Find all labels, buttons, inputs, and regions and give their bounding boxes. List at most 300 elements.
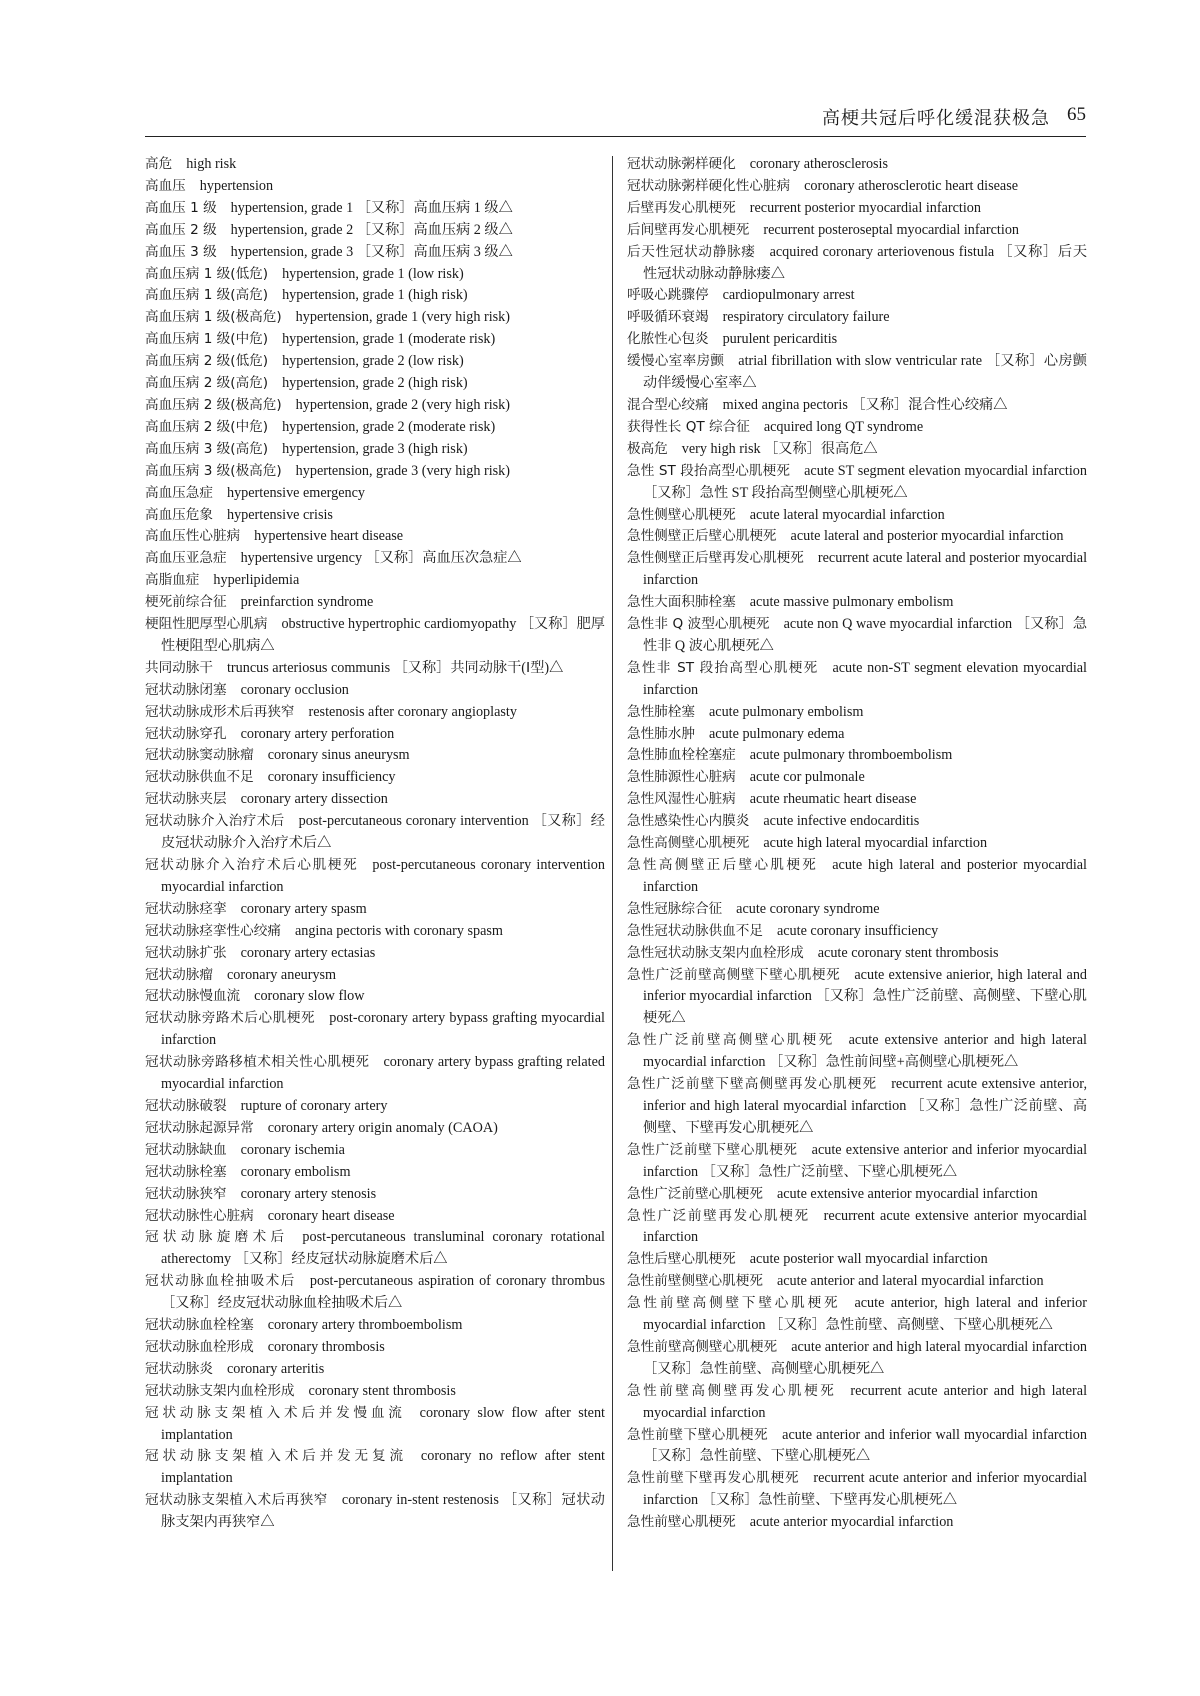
term-english: acute coronary insufficiency <box>776 922 939 939</box>
term-chinese: 冠状动脉血栓形成 <box>145 1338 254 1355</box>
term-english: acute extensive anterior and high lateral myocardial infarction <box>643 1032 1087 1071</box>
term-english: mixed angina pectoris <box>722 396 848 413</box>
term-chinese: 急性侧壁正后壁心肌梗死 <box>627 528 777 545</box>
dictionary-entry <box>145 1337 605 1359</box>
term-chinese: 共同动脉干 <box>145 659 213 676</box>
dictionary-entry <box>145 176 605 198</box>
dictionary-entry <box>145 329 605 351</box>
term-english: acute rheumatic heart disease <box>749 791 917 808</box>
term-english: acute extensive anterior and inferior myocardial infarction <box>643 1141 1088 1180</box>
term-english: acute high lateral and posterior myocardial infarction <box>643 857 1088 895</box>
dictionary-entry <box>145 592 605 614</box>
term-english: hypertension, grade 1 (very high risk) <box>295 309 510 326</box>
term-chinese: 急性广泛前壁下壁高侧壁再发心肌梗死 <box>627 1076 878 1093</box>
term-english: recurrent acute extensive anterior, inferior and high lateral myocardial infarction <box>643 1076 1088 1114</box>
dictionary-entry <box>627 198 1087 220</box>
term-chinese: 冠状动脉痉挛性心绞痛 <box>145 922 281 939</box>
term-english: coronary slow flow <box>254 988 365 1005</box>
term-chinese: 冠状动脉狭窄 <box>145 1185 227 1202</box>
term-english: coronary artery thromboembolism <box>267 1317 463 1334</box>
term-chinese: 高血压危象 <box>145 506 213 523</box>
term-english: recurrent acute anterior and high lateral myocardial infarction <box>643 1382 1088 1421</box>
term-chinese: 高血压 3 级 <box>145 243 217 260</box>
term-english: coronary arteritis <box>226 1360 325 1377</box>
term-chinese: 高危 <box>145 156 173 172</box>
term-english: post-coronary artery bypass grafting myocardial infarction <box>161 1010 605 1049</box>
term-alias-note: ［又称］后天性冠状动脉动静脉瘘△ <box>643 243 1088 282</box>
dictionary-entry <box>145 767 605 789</box>
term-chinese: 急性前壁高侧壁再发心肌梗死 <box>627 1382 837 1399</box>
term-english: post-percutaneous aspiration of coronary thrombus <box>309 1273 605 1290</box>
term-english: hypertensive emergency <box>226 484 365 501</box>
term-chinese: 冠状动脉穿孔 <box>145 725 227 742</box>
term-english: recurrent posterior myocardial infarction <box>749 199 981 216</box>
dictionary-entry <box>627 154 1087 176</box>
term-english: acute anterior and inferior wall myocardial infarction <box>782 1426 1087 1443</box>
term-english: acute coronary syndrome <box>736 900 880 917</box>
term-chinese: 冠状动脉血栓栓塞 <box>145 1317 254 1334</box>
dictionary-entry <box>145 724 605 746</box>
dictionary-entry <box>627 658 1087 702</box>
dictionary-entry <box>145 264 605 286</box>
dictionary-entry <box>145 921 605 943</box>
term-chinese: 冠状动脉支架植入术后再狭窄 <box>145 1492 328 1509</box>
term-chinese: 急性 ST 段抬高型心肌梗死 <box>627 462 791 479</box>
term-english: hypertension <box>199 177 274 194</box>
dictionary-entry <box>145 548 605 570</box>
dictionary-entry <box>145 1359 605 1381</box>
dictionary-entry <box>627 351 1087 395</box>
term-english: acute cor pulmonale <box>749 769 865 786</box>
dictionary-entry <box>627 548 1087 592</box>
term-chinese: 高血压病 1 级(低危) <box>145 265 269 282</box>
term-english: post-percutaneous coronary intervention <box>298 813 529 830</box>
term-english: recurrent acute lateral and posterior myocardial infarction <box>643 550 1088 589</box>
dictionary-entry <box>627 176 1087 198</box>
dictionary-entry <box>145 351 605 373</box>
term-alias-note: ［又称］高血压病 3 级△ <box>356 243 513 260</box>
dictionary-entry <box>145 1162 605 1184</box>
term-english: angina pectoris with coronary spasm <box>294 922 503 939</box>
dictionary-entry <box>145 614 605 658</box>
dictionary-entry <box>145 1381 605 1403</box>
term-english: acute high lateral myocardial infarction <box>763 835 988 852</box>
term-chinese: 急性广泛前壁下壁心肌梗死 <box>627 1141 798 1158</box>
term-chinese: 急性冠状动脉供血不足 <box>627 922 763 939</box>
term-english: acute extensive anterior myocardial infarction <box>776 1185 1038 1202</box>
dictionary-entry <box>627 1074 1087 1140</box>
term-chinese: 高血压 <box>145 177 186 194</box>
dictionary-entry <box>145 1271 605 1315</box>
term-english: coronary atherosclerosis <box>749 156 889 172</box>
dictionary-entry <box>145 1052 605 1096</box>
term-alias-note: ［又称］急性前壁、高侧壁心肌梗死△ <box>643 1360 885 1377</box>
term-english: acute massive pulmonary embolism <box>749 594 954 611</box>
dictionary-entry <box>145 1008 605 1052</box>
dictionary-entry <box>145 526 605 548</box>
dictionary-entry <box>627 592 1087 614</box>
dictionary-entry <box>627 1425 1087 1469</box>
term-chinese: 急性侧壁正后壁再发心肌梗死 <box>627 550 804 567</box>
dictionary-entry <box>627 767 1087 789</box>
term-english: coronary occlusion <box>240 681 349 698</box>
term-english: acute ST segment elevation myocardial infarction <box>804 462 1087 479</box>
term-chinese: 急性风湿性心脏病 <box>627 791 736 808</box>
term-alias-note: ［又称］急性前壁、高侧壁、下壁心肌梗死△ <box>769 1317 1053 1334</box>
term-english: coronary insufficiency <box>267 769 396 786</box>
dictionary-entry <box>627 220 1087 242</box>
term-chinese: 高血压性心脏病 <box>145 528 241 545</box>
term-english: coronary ischemia <box>240 1141 345 1158</box>
term-english: coronary artery ectasias <box>240 944 376 961</box>
term-english: acute coronary stent thrombosis <box>817 944 999 961</box>
dictionary-entry <box>627 1140 1087 1184</box>
term-english: acute posterior wall myocardial infarction <box>749 1251 988 1268</box>
term-english: coronary atherosclerotic heart disease <box>804 177 1019 194</box>
dictionary-entry <box>145 1490 605 1534</box>
term-chinese: 急性冠状动脉支架内血栓形成 <box>627 944 804 961</box>
term-chinese: 获得性长 QT 综合征 <box>627 418 750 435</box>
dictionary-entry <box>627 1184 1087 1206</box>
term-english: coronary slow flow after stent implantation <box>161 1404 606 1443</box>
column-divider <box>612 156 613 1571</box>
term-chinese: 高血压亚急症 <box>145 550 227 567</box>
term-chinese: 冠状动脉旁路移植术相关性心肌梗死 <box>145 1054 370 1071</box>
term-english: acute pulmonary edema <box>708 725 845 742</box>
term-english: coronary artery origin anomaly (CAOA) <box>267 1119 498 1136</box>
dictionary-entry <box>145 1206 605 1228</box>
term-english: acute extensive anierior, high lateral and inferior myocardial infarction <box>643 966 1088 1005</box>
term-chinese: 急性前壁高侧壁下壁心肌梗死 <box>627 1295 841 1312</box>
term-chinese: 冠状动脉供血不足 <box>145 769 254 786</box>
term-english: purulent pericarditis <box>722 331 838 348</box>
term-english: coronary in-stent restenosis <box>341 1492 499 1509</box>
term-english: hypertensive heart disease <box>254 528 404 545</box>
term-chinese: 高血压病 2 级(中危) <box>145 418 269 435</box>
dictionary-entry <box>627 1030 1087 1074</box>
term-chinese: 梗阻性肥厚型心肌病 <box>145 616 268 633</box>
term-chinese: 高血压病 3 级(高危) <box>145 440 269 457</box>
term-english: cardiopulmonary arrest <box>722 287 855 304</box>
dictionary-entry <box>145 198 605 220</box>
term-chinese: 冠状动脉窦动脉瘤 <box>145 747 254 764</box>
dictionary-entry <box>627 242 1087 286</box>
term-chinese: 冠状动脉成形术后再狭窄 <box>145 703 295 720</box>
term-alias-note: ［又称］肥厚性梗阻型心肌病△ <box>161 616 605 654</box>
term-chinese: 高血压病 2 级(高危) <box>145 375 269 392</box>
term-english: respiratory circulatory failure <box>722 309 890 326</box>
term-chinese: 急性前壁下壁再发心肌梗死 <box>627 1470 800 1487</box>
dictionary-entry <box>627 1381 1087 1425</box>
dictionary-entry <box>145 307 605 329</box>
term-english: hypertension, grade 2 (very high risk) <box>295 396 510 413</box>
dictionary-entry <box>627 285 1087 307</box>
term-english: coronary heart disease <box>267 1207 395 1224</box>
dictionary-entry <box>145 570 605 592</box>
dictionary-entry <box>145 1403 605 1447</box>
term-chinese: 后壁再发心肌梗死 <box>627 199 736 216</box>
dictionary-entry <box>145 1118 605 1140</box>
term-english: very high risk <box>681 440 761 457</box>
term-alias-note: ［又称］高血压病 2 级△ <box>356 221 513 238</box>
dictionary-entry <box>627 1271 1087 1293</box>
term-chinese: 极高危 <box>627 440 668 457</box>
dictionary-entry <box>145 417 605 439</box>
dictionary-entry <box>145 220 605 242</box>
dictionary-entry <box>145 1227 605 1271</box>
dictionary-entry <box>145 855 605 899</box>
dictionary-entry <box>627 439 1087 461</box>
dictionary-entry <box>627 899 1087 921</box>
term-chinese: 高脂血症 <box>145 572 200 589</box>
left-column <box>145 154 605 1534</box>
term-alias-note: ［又称］急性广泛前壁、下壁心肌梗死△ <box>701 1163 958 1180</box>
dictionary-entry <box>627 1293 1087 1337</box>
term-chinese: 急性侧壁心肌梗死 <box>627 506 736 523</box>
term-alias-note: ［又称］经皮冠状动脉旋磨术后△ <box>234 1251 448 1268</box>
term-english: recurrent acute extensive anterior myocardial infarction <box>643 1207 1087 1246</box>
term-chinese: 高血压病 1 级(极高危) <box>145 309 282 326</box>
dictionary-entry <box>145 505 605 527</box>
dictionary-entry <box>627 461 1087 505</box>
term-chinese: 化脓性心包炎 <box>627 331 709 348</box>
term-chinese: 冠状动脉粥样硬化 <box>627 156 736 172</box>
term-english: hypertension, grade 2 (high risk) <box>282 375 468 392</box>
term-english: recurrent acute anterior and inferior myocardial infarction <box>643 1470 1088 1509</box>
term-chinese: 冠状动脉痉挛 <box>145 900 227 917</box>
term-english: acute non Q wave myocardial infarction <box>783 616 1013 633</box>
dictionary-entry <box>145 1184 605 1206</box>
term-chinese: 高血压 2 级 <box>145 221 217 238</box>
term-chinese: 后间壁再发心肌梗死 <box>627 221 750 238</box>
term-english: acute lateral myocardial infarction <box>749 506 945 523</box>
term-english: hypertension, grade 3 <box>230 243 354 260</box>
dictionary-entry <box>627 1337 1087 1381</box>
term-english: hypertension, grade 3 (very high risk) <box>295 462 510 479</box>
term-alias-note: ［又称］混合性心绞痛△ <box>851 396 1008 413</box>
term-chinese: 冠状动脉栓塞 <box>145 1163 227 1180</box>
dictionary-entry <box>145 1446 605 1490</box>
term-english: coronary artery bypass grafting related myocardial infarction <box>161 1054 605 1093</box>
term-chinese: 冠状动脉旁路术后心肌梗死 <box>145 1010 316 1027</box>
term-chinese: 急性非 ST 段抬高型心肌梗死 <box>627 659 819 676</box>
term-english: coronary embolism <box>240 1163 351 1180</box>
dictionary-entry <box>145 658 605 680</box>
term-english: hypertensive crisis <box>226 506 333 523</box>
term-english: acute anterior myocardial infarction <box>749 1514 954 1531</box>
dictionary-entry <box>145 461 605 483</box>
dictionary-entry <box>627 1512 1087 1534</box>
page-header <box>145 100 1086 137</box>
term-english: acute infective endocarditis <box>763 813 920 830</box>
term-english: hypertension, grade 1 (high risk) <box>282 287 468 304</box>
term-english: hypertension, grade 1 <box>230 199 354 216</box>
term-english: coronary aneurysm <box>226 966 337 983</box>
dictionary-entry <box>145 745 605 767</box>
dictionary-entry <box>627 702 1087 724</box>
term-chinese: 急性前壁高侧壁心肌梗死 <box>627 1338 778 1355</box>
term-english: coronary sinus aneurysm <box>267 747 410 764</box>
dictionary-entry <box>627 789 1087 811</box>
term-chinese: 冠状动脉旋磨术后 <box>145 1229 289 1246</box>
term-english: hypertension, grade 1 (low risk) <box>282 265 464 282</box>
term-chinese: 冠状动脉支架内血栓形成 <box>145 1382 295 1399</box>
term-chinese: 急性肺栓塞 <box>627 703 695 720</box>
dictionary-entry <box>145 789 605 811</box>
term-chinese: 高血压病 1 级(高危) <box>145 287 269 304</box>
term-english: high risk <box>186 156 237 172</box>
term-chinese: 呼吸循环衰竭 <box>627 309 709 326</box>
dictionary-entry <box>627 724 1087 746</box>
term-chinese: 冠状动脉扩张 <box>145 944 227 961</box>
term-alias-note: ［又称］经皮冠状动脉介入治疗术后△ <box>161 813 605 852</box>
dictionary-entry <box>145 1096 605 1118</box>
page-number: 65 <box>1067 104 1086 125</box>
term-english: post-percutaneous coronary intervention myocardial infarction <box>161 857 605 895</box>
term-chinese: 急性非 Q 波型心肌梗死 <box>627 616 770 633</box>
term-english: hypertension, grade 1 (moderate risk) <box>282 331 496 348</box>
dictionary-entry <box>145 702 605 724</box>
term-chinese: 冠状动脉血栓抽吸术后 <box>145 1273 296 1290</box>
term-chinese: 冠状动脉介入治疗术后心肌梗死 <box>145 857 359 873</box>
term-chinese: 冠状动脉闭塞 <box>145 681 227 698</box>
dictionary-entry <box>145 811 605 855</box>
dictionary-entry <box>145 242 605 264</box>
term-english: truncus arteriosus communis <box>226 659 391 676</box>
term-english: acquired long QT syndrome <box>763 418 924 435</box>
term-english: coronary artery perforation <box>240 725 395 742</box>
term-chinese: 急性肺血栓栓塞症 <box>627 747 736 764</box>
term-chinese: 急性前壁下壁心肌梗死 <box>627 1426 769 1443</box>
term-chinese: 冠状动脉慢血流 <box>145 988 241 1005</box>
dictionary-entry <box>145 943 605 965</box>
term-alias-note: ［又称］急性 ST 段抬高型侧壁心肌梗死△ <box>643 484 908 501</box>
dictionary-entry <box>627 329 1087 351</box>
dictionary-entry <box>627 855 1087 899</box>
term-chinese: 后天性冠状动静脉瘘 <box>627 243 756 260</box>
term-alias-note: ［又称］急性前间壁+高侧壁心肌梗死△ <box>769 1054 1019 1071</box>
term-alias-note: ［又称］高血压次急症△ <box>365 550 522 567</box>
term-english: hypertension, grade 3 (high risk) <box>282 440 468 457</box>
term-alias-note: ［又称］冠状动脉支架内再狭窄△ <box>161 1492 605 1531</box>
term-chinese: 急性高侧壁正后壁心肌梗死 <box>627 857 819 873</box>
term-alias-note: ［又称］高血压病 1 级△ <box>356 199 513 216</box>
term-alias-note: ［又称］急性非 Q 波心肌梗死△ <box>643 616 1088 654</box>
term-chinese: 高血压急症 <box>145 484 213 501</box>
term-english: rupture of coronary artery <box>240 1097 388 1114</box>
dictionary-entry <box>145 154 605 176</box>
header-title: 高梗共冠后呼化缓混获极急 <box>822 108 1050 129</box>
term-alias-note: ［又称］经皮冠状动脉血栓抽吸术后△ <box>161 1295 403 1312</box>
dictionary-entry <box>145 680 605 702</box>
term-alias-note: ［又称］急性广泛前壁、高侧壁、下壁心肌梗死△ <box>643 988 1087 1027</box>
term-alias-note: ［又称］共同动脉干(Ⅰ型)△ <box>393 659 564 676</box>
term-english: restenosis after coronary angioplasty <box>308 703 517 720</box>
dictionary-entry <box>627 307 1087 329</box>
dictionary-entry <box>145 1140 605 1162</box>
term-chinese: 呼吸心跳骤停 <box>627 287 709 304</box>
term-english: coronary artery spasm <box>240 900 367 917</box>
dictionary-entry <box>145 986 605 1008</box>
term-chinese: 急性后壁心肌梗死 <box>627 1251 736 1268</box>
term-chinese: 急性广泛前壁再发心肌梗死 <box>627 1207 810 1224</box>
term-chinese: 冠状动脉缺血 <box>145 1141 227 1158</box>
term-chinese: 急性高侧壁心肌梗死 <box>627 835 750 852</box>
term-english: acute anterior and lateral myocardial infarction <box>776 1273 1044 1290</box>
term-chinese: 冠状动脉介入治疗术后 <box>145 813 285 830</box>
term-chinese: 冠状动脉瘤 <box>145 966 213 983</box>
term-english: atrial fibrillation with slow ventricular rate <box>738 353 983 370</box>
dictionary-entry <box>145 965 605 987</box>
term-chinese: 冠状动脉支架植入术后并发无复流 <box>145 1448 407 1465</box>
term-english: obstructive hypertrophic cardiomyopathy <box>281 616 517 633</box>
term-chinese: 冠状动脉粥样硬化性心脏病 <box>627 177 791 194</box>
term-chinese: 冠状动脉夹层 <box>145 791 227 808</box>
term-english: acute anterior, high lateral and inferior myocardial infarction <box>643 1295 1088 1334</box>
dictionary-entry <box>627 833 1087 855</box>
dictionary-entry <box>627 811 1087 833</box>
dictionary-entry <box>627 505 1087 527</box>
term-chinese: 高血压病 2 级(低危) <box>145 353 269 370</box>
term-english: acute non-ST segment elevation myocardial infarction <box>643 659 1087 698</box>
term-chinese: 急性肺源性心脏病 <box>627 769 736 786</box>
term-alias-note: ［又称］急性前壁、下壁再发心肌梗死△ <box>701 1492 958 1509</box>
term-chinese: 急性感染性心内膜炎 <box>627 813 750 830</box>
dictionary-entry <box>627 965 1087 1031</box>
dictionary-entry <box>627 614 1087 658</box>
term-alias-note: ［又称］急性前壁、下壁心肌梗死△ <box>643 1448 871 1465</box>
dictionary-entry <box>145 373 605 395</box>
term-english: coronary artery dissection <box>240 791 388 808</box>
dictionary-entry <box>145 285 605 307</box>
term-english: post-percutaneous transluminal coronary rotational atherectomy <box>161 1229 605 1268</box>
term-chinese: 高血压病 2 级(极高危) <box>145 396 282 413</box>
dictionary-entry <box>627 745 1087 767</box>
term-english: acquired coronary arteriovenous fistula <box>769 243 995 260</box>
term-english: coronary artery stenosis <box>240 1185 377 1202</box>
term-english: acute pulmonary thromboembolism <box>749 747 953 764</box>
term-chinese: 急性广泛前壁高侧壁下壁心肌梗死 <box>627 966 841 983</box>
term-english: coronary stent thrombosis <box>308 1382 456 1399</box>
term-chinese: 急性肺水肿 <box>627 725 695 742</box>
term-chinese: 急性冠脉综合征 <box>627 900 723 917</box>
term-english: recurrent posteroseptal myocardial infarction <box>763 221 1020 238</box>
term-chinese: 冠状动脉支架植入术后并发慢血流 <box>145 1404 406 1421</box>
dictionary-entry <box>627 1206 1087 1250</box>
term-chinese: 高血压病 3 级(极高危) <box>145 462 282 479</box>
dictionary-entry <box>145 395 605 417</box>
term-chinese: 冠状动脉破裂 <box>145 1097 227 1114</box>
term-chinese: 急性广泛前壁心肌梗死 <box>627 1185 763 1202</box>
term-alias-note: ［又称］很高危△ <box>764 440 878 457</box>
dictionary-entry <box>145 483 605 505</box>
dictionary-entry <box>627 395 1087 417</box>
term-english: acute anterior and high lateral myocardial infarction <box>791 1338 1088 1355</box>
term-english: acute lateral and posterior myocardial infarction <box>790 528 1064 545</box>
term-english: hypertension, grade 2 (low risk) <box>282 353 464 370</box>
term-alias-note: ［又称］心房颤动伴缓慢心室率△ <box>643 353 1087 392</box>
term-chinese: 急性广泛前壁高侧壁心肌梗死 <box>627 1032 835 1049</box>
term-english: hypertension, grade 2 (moderate risk) <box>282 418 496 435</box>
term-english: hypertension, grade 2 <box>230 221 354 238</box>
right-column <box>627 154 1087 1534</box>
dictionary-entry <box>627 526 1087 548</box>
term-chinese: 急性前壁心肌梗死 <box>627 1514 736 1531</box>
dictionary-entry <box>145 899 605 921</box>
dictionary-entry <box>627 417 1087 439</box>
term-english: coronary no reflow after stent implantation <box>161 1448 605 1487</box>
term-english: coronary thrombosis <box>267 1338 385 1355</box>
